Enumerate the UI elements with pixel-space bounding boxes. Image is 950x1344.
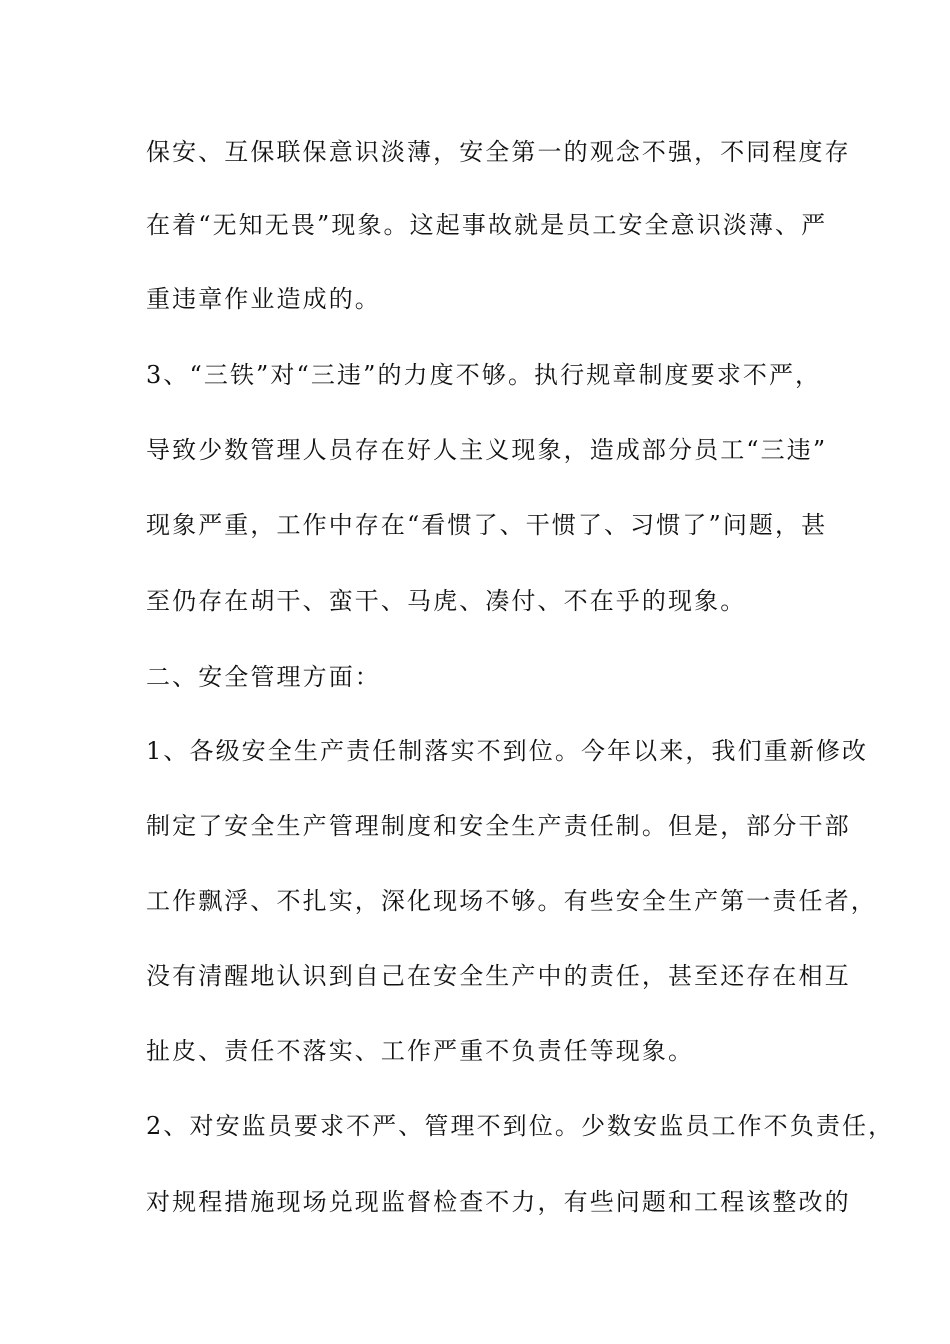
text-line: 没有清醒地认识到自己在安全生产中的责任，甚至还存在相互 (146, 962, 851, 990)
text-line: 现象严重，工作中存在“看惯了、干惯了、习惯了”问题，甚 (146, 511, 828, 539)
text-line: 导致少数管理人员存在好人主义现象，造成部分员工“三违” (146, 436, 828, 464)
text-line: 制定了安全生产管理制度和安全生产责任制。但是，部分干部 (146, 812, 851, 840)
text-line: 至仍存在胡干、蛮干、马虎、凑付、不在乎的现象。 (146, 587, 747, 615)
text-line: 重违章作业造成的。 (146, 285, 381, 313)
text-line: 扯皮、责任不落实、工作严重不负责任等现象。 (146, 1037, 695, 1065)
section-heading: 二、安全管理方面： (146, 663, 381, 691)
text-line: 3、“三铁”对“三违”的力度不够。执行规章制度要求不严， (146, 361, 822, 389)
text-line: 在着“无知无畏”现象。这起事故就是员工安全意识淡薄、严 (146, 211, 828, 239)
text-line: 工作飘浮、不扎实，深化现场不够。有些安全生产第一责任者， (146, 887, 877, 915)
text-line: 对规程措施现场兑现监督检查不力，有些问题和工程该整改的 (146, 1188, 851, 1216)
text-line: 2、对安监员要求不严、管理不到位。少数安监员工作不负责任， (146, 1112, 895, 1140)
text-line: 1、各级安全生产责任制落实不到位。今年以来，我们重新修改 (146, 737, 869, 765)
text-line: 保安、互保联保意识淡薄，安全第一的观念不强，不同程度存 (146, 138, 851, 166)
